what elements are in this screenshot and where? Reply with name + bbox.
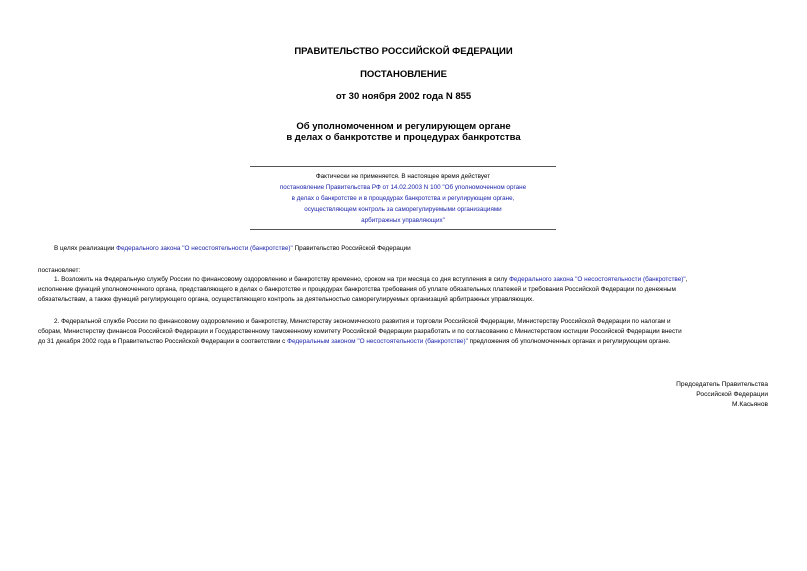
replacement-act-link-line-4: арбитражных управляющих" <box>361 217 445 224</box>
item-1-line-1 <box>54 275 687 284</box>
bankruptcy-law-link-item-2[interactable]: Федеральным законом "О несостоятельности (банкротстве)" <box>287 338 468 345</box>
item-1-line-3: обязательствам, а также функций регулирующего органа, осуществляющего контроль за деятельностью саморегулируемых организаций арбитражных управляющих. <box>38 296 535 303</box>
item-2-text-end: предложения об уполномоченных органах и регулирующем органе. <box>467 338 671 345</box>
item-2-line-3 <box>38 337 671 346</box>
status-note <box>250 171 556 226</box>
decree-word: постановляет: <box>38 267 81 274</box>
signature-title-line-2: Российской Федерации <box>696 391 768 398</box>
document-date-number: от 30 ноября 2002 года N 855 <box>335 91 472 102</box>
status-note-text: Фактически не применяется. В настоящее время действует <box>315 173 491 180</box>
item-1-text: 1. Возложить на Федеральную службу России по финансовому оздоровлению и банкротству временно, сроком на три месяца со дня вступления в силу <box>54 276 510 283</box>
document-title-line-1: Об уполномоченном и регулирующем органе <box>296 121 511 132</box>
replacement-act-link[interactable] <box>250 182 556 226</box>
signature-title-line-1: Председатель Правительства <box>676 381 768 388</box>
note-top-rule <box>250 166 556 167</box>
replacement-act-link-line-3: осуществляющем контроль за саморегулируемыми организациями <box>304 206 502 213</box>
bankruptcy-law-link-item-1[interactable]: Федерального закона "О несостоятельности (банкротстве)" <box>509 276 686 283</box>
bankruptcy-law-link[interactable]: Федерального закона "О несостоятельности (банкротстве)" <box>116 245 293 252</box>
preamble <box>54 244 411 253</box>
replacement-act-link-line-2: в делах о банкротстве и в процедурах банкротства и регулирующем органе, <box>291 195 515 202</box>
replacement-act-link-line-1: постановление Правительства РФ от 14.02.2003 N 100 "Об уполномоченном органе <box>279 184 527 191</box>
item-2-line-1: 2. Федеральной службе России по финансовому оздоровлению и банкротству, Министерству экономического развития и торговли Российской Федерации, Министерству Российской Федерации по налогам и <box>54 318 671 325</box>
signature-name: М.Касьянов <box>732 401 768 408</box>
note-bottom-rule <box>250 229 556 230</box>
preamble-text-end: Правительство Российской Федерации <box>292 245 411 252</box>
item-1-comma: , <box>685 276 688 283</box>
government-heading: ПРАВИТЕЛЬСТВО РОССИЙСКОЙ ФЕДЕРАЦИИ <box>294 46 513 57</box>
item-1-line-2: исполнение функций уполномоченного органа, представляющего в делах о банкротстве и процедурах банкротства требования об уплате обязательных платежей и требования Российской Федерации по денежным <box>38 286 676 293</box>
item-2-text-start: до 31 декабря 2002 года в Правительство Российской Федерации в соответствии с <box>38 338 288 345</box>
preamble-text-start: В целях реализации <box>54 245 117 252</box>
item-2-line-2: сборам, Министерству финансов Российской Федерации и Государственному таможенному комитету Российской Федерации разработать и по согласованию с Министерством юстиции Российской Федерации внести <box>38 328 682 335</box>
document-title-line-2: в делах о банкротстве и процедурах банкротства <box>286 132 521 143</box>
document-type: ПОСТАНОВЛЕНИЕ <box>360 69 447 80</box>
